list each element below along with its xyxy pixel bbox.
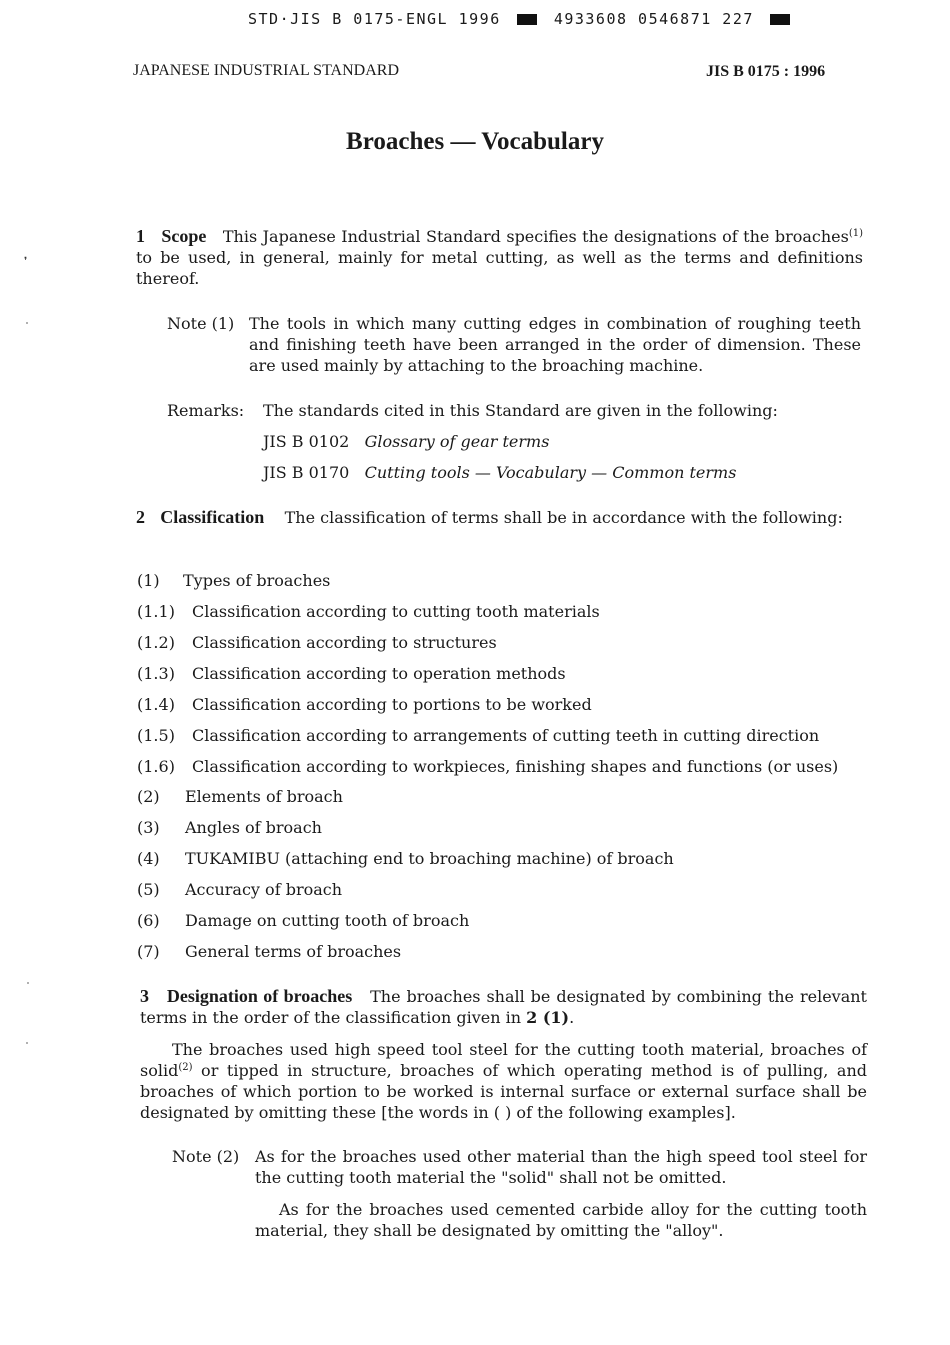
- remarks-label: Remarks:: [167, 401, 245, 420]
- scope-text: This Japanese Industrial Standard specifies the designations of the broaches: [222, 227, 849, 246]
- scan-mark: [27, 982, 29, 984]
- reference-item: [263, 462, 736, 483]
- list-number: (1.1): [137, 602, 175, 621]
- list-item: [137, 695, 592, 714]
- paragraph-text-cont: or tipped in structure, broaches of which operating method is of pulling, and broaches of which portion to be worked is internal surface or external surface shall be designated by omitting these [the words in ( ) of the following examples].: [140, 1061, 867, 1122]
- black-bar-icon: [770, 14, 790, 25]
- designation-text-end: .: [569, 1008, 575, 1027]
- list-number: (7): [137, 942, 160, 961]
- list-text: Accuracy of broach: [185, 880, 343, 899]
- section-scope: [136, 226, 863, 289]
- designation-paragraph: [140, 1039, 867, 1123]
- list-item: [137, 942, 401, 961]
- list-text: Types of broaches: [183, 571, 331, 590]
- list-item: [137, 787, 343, 806]
- list-item: [137, 664, 566, 683]
- section-classification: [136, 507, 863, 528]
- classification-reference: 2 (1): [526, 1008, 570, 1027]
- note-text: As for the broaches used cemented carbide alloy for the cutting tooth material, they shall be designated by omitting the "alloy".: [255, 1200, 867, 1240]
- reference-title: Glossary of gear terms: [364, 432, 550, 451]
- section-title: Designation of broaches: [166, 986, 353, 1006]
- note-label: Note (1): [167, 314, 235, 333]
- paragraph-text: The broaches used high speed tool steel for the cutting tooth material, broaches of solid: [140, 1040, 867, 1080]
- list-text: Classification according to portions to be worked: [192, 695, 592, 714]
- standard-header: JAPANESE INDUSTRIAL STANDARD: [133, 62, 399, 79]
- reference-item: [263, 431, 549, 452]
- reference-code: JIS B 0170: [263, 463, 350, 482]
- list-number: (1): [137, 571, 160, 590]
- list-item: [137, 757, 838, 776]
- list-text: Classification according to operation methods: [192, 664, 566, 683]
- section-number: 3: [140, 986, 149, 1006]
- list-number: (4): [137, 849, 160, 868]
- note-text: The tools in which many cutting edges in combination of roughing teeth and finishing teeth have been arranged in the order of dimension. These are used mainly by attaching to the broaching machine.: [249, 314, 861, 375]
- section-title: Scope: [161, 226, 207, 246]
- list-text: Angles of broach: [185, 818, 322, 837]
- list-item: [137, 571, 330, 590]
- list-item: [137, 849, 674, 868]
- list-item: [137, 633, 497, 652]
- section-number: 2: [136, 507, 145, 527]
- list-text: Classification according to cutting tooth materials: [192, 602, 600, 621]
- list-number: (1.5): [137, 726, 175, 745]
- document-code: STD·JIS B 0175-ENGL 1996: [248, 10, 501, 28]
- section-title: Classification: [160, 507, 265, 527]
- list-number: (6): [137, 911, 160, 930]
- section-designation: [140, 986, 867, 1028]
- list-item: [137, 880, 342, 899]
- remarks-text: The standards cited in this Standard are given in the following:: [263, 401, 778, 420]
- list-item: [137, 602, 600, 621]
- scan-mark: [26, 322, 28, 324]
- list-number: (1.6): [137, 757, 175, 776]
- barcode-number: 4933608 0546871 227: [553, 10, 754, 28]
- note-text: As for the broaches used other material than the high speed tool steel for the cutting tooth material the "solid" shall not be omitted.: [255, 1147, 867, 1187]
- list-number: (1.3): [137, 664, 175, 683]
- list-item: [137, 818, 322, 837]
- list-item: [137, 911, 469, 930]
- footnote-ref: (1): [848, 228, 864, 239]
- document-code-line: [248, 10, 796, 28]
- black-bar-icon: [517, 14, 537, 25]
- standard-number: JIS B 0175 : 1996: [706, 63, 826, 80]
- list-text: Classification according to arrangements of cutting teeth in cutting direction: [192, 726, 820, 745]
- note-label: Note (2): [172, 1147, 240, 1166]
- list-text: TUKAMIBU (attaching end to broaching machine) of broach: [185, 849, 674, 868]
- scan-mark: ❜: [24, 256, 28, 267]
- list-number: (1.4): [137, 695, 175, 714]
- list-number: (1.2): [137, 633, 175, 652]
- list-number: (2): [137, 787, 160, 806]
- page-title: Broaches — Vocabulary: [346, 128, 604, 155]
- scan-mark: [26, 1042, 28, 1044]
- reference-title: Cutting tools — Vocabulary — Common terms: [364, 463, 737, 482]
- list-number: (3): [137, 818, 160, 837]
- list-text: Elements of broach: [185, 787, 343, 806]
- list-text: Damage on cutting tooth of broach: [185, 911, 470, 930]
- designation-text: The broaches shall be designated by combining the relevant terms in the order of the classification given in: [140, 987, 867, 1027]
- classification-text: The classification of terms shall be in accordance with the following:: [284, 508, 843, 527]
- list-text: Classification according to structures: [192, 633, 497, 652]
- list-text: Classification according to workpieces, finishing shapes and functions (or uses): [192, 757, 839, 776]
- footnote-ref: (2): [178, 1062, 193, 1073]
- scope-text-cont: to be used, in general, mainly for metal cutting, as well as the terms and definitions thereof.: [136, 248, 863, 288]
- reference-code: JIS B 0102: [263, 432, 350, 451]
- section-number: 1: [136, 226, 145, 246]
- list-number: (5): [137, 880, 160, 899]
- list-item: [137, 726, 819, 745]
- list-text: General terms of broaches: [185, 942, 402, 961]
